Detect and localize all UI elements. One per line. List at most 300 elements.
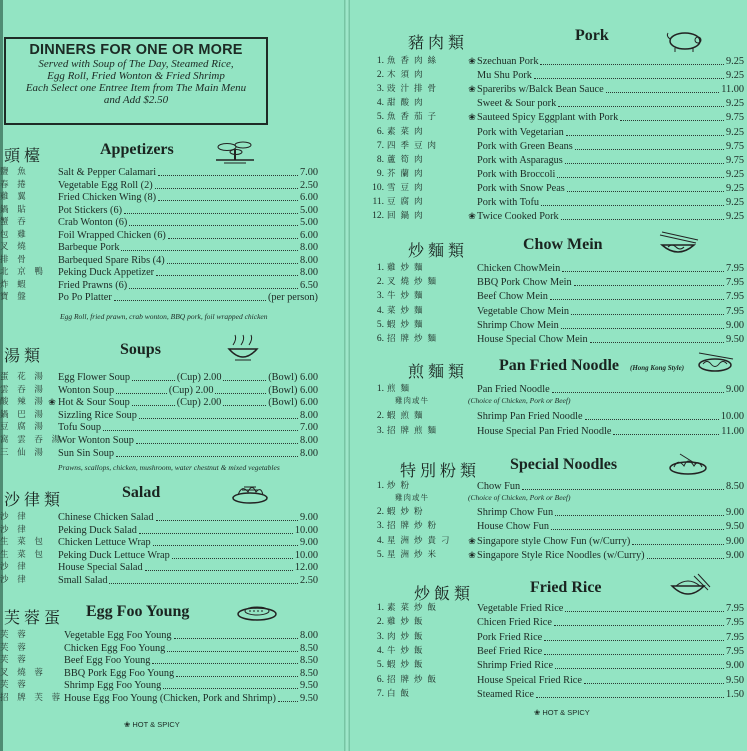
dot-leader [136, 443, 298, 444]
dish-name: House Special Chow Mein [477, 334, 588, 345]
menu-item-row [368, 506, 744, 519]
chinese-dish-name: 星洲炒米 [387, 549, 442, 560]
dish-price: 8.50 [299, 667, 318, 679]
dot-leader [550, 299, 724, 300]
menu-item-row [368, 645, 744, 658]
item-number: 10. [372, 182, 384, 193]
menu-item-row [46, 434, 318, 447]
menu-item-row [368, 549, 744, 562]
chinese-dish-name: 雞炒飯 [387, 617, 428, 628]
soup-bowl-icon [225, 335, 261, 363]
dish-name: Barbequed Spare Ribs (4) [58, 254, 165, 266]
dish-name: Chicken Lettuce Wrap [58, 537, 151, 548]
menu-item-row [368, 535, 744, 548]
dot-leader [647, 558, 724, 559]
dot-leader [109, 583, 297, 584]
chinese-dish-name: 招牌炒粉 [387, 521, 442, 532]
pan-fried-noodle-icon [695, 351, 739, 375]
dot-leader [567, 191, 724, 192]
item-number: 1. [376, 603, 384, 613]
menu-item-row [52, 654, 318, 667]
dot-leader [129, 225, 298, 226]
dish-name: Foil Wrapped Chicken (6) [58, 229, 166, 241]
dish-price: 7.95 [725, 305, 744, 317]
dot-leader [565, 611, 724, 612]
dot-leader [124, 213, 298, 214]
dish-name: BBQ Pork Chow Mein [477, 277, 572, 289]
noodle-plate-icon [666, 450, 710, 478]
chinese-dish-name: 雞 翼 [0, 192, 29, 202]
menu-item-row [52, 679, 318, 692]
chili-pepper-icon: ❀ [534, 708, 541, 717]
menu-item-row [46, 421, 318, 434]
dish-name: Small Salad [58, 574, 108, 586]
bowl-price: (Bowl) 6.00 [268, 384, 318, 396]
appetizers-title: Appetizers [100, 141, 174, 158]
hot-spicy-label: HOT & SPICY [542, 708, 590, 717]
dish-name: BBQ Pork Egg Foo Young [64, 667, 175, 679]
chinese-dish-name: 魚香肉絲 [387, 56, 442, 66]
menu-item-row [46, 524, 318, 537]
dish-price: 11.00 [721, 425, 744, 437]
pork-chinese-title: 豬肉類 [408, 33, 469, 52]
chili-pepper-icon: ❀ [124, 720, 131, 729]
chinese-dish-name: 招 牌 芙 蓉 [0, 693, 64, 703]
chili-pepper-icon: ❀ [468, 549, 476, 560]
menu-item-row [368, 674, 744, 687]
dish-name: Peking Duck Appetizer [58, 267, 155, 278]
item-number: 4. [376, 645, 384, 656]
menu-item-row [46, 396, 318, 409]
dish-name: House Egg Foo Young (Chicken, Pork and Shrimp) [64, 693, 276, 704]
item-number: 1. [376, 384, 384, 394]
dish-price: 7.00 [299, 167, 318, 178]
menu-item-row [368, 196, 744, 209]
menu-item-row [46, 204, 318, 217]
item-number: 2. [376, 277, 384, 288]
dish-price: 8.00 [299, 242, 318, 253]
dot-leader [606, 92, 720, 93]
dinner-title: DINNERS FOR ONE OR MORE [29, 42, 243, 58]
item-number: 6. [376, 334, 384, 344]
dish-name: Beef Egg Foo Young [64, 655, 151, 667]
chinese-dish-name: 包 雞 [0, 229, 29, 240]
chinese-dish-name: 沙 律 [0, 512, 29, 522]
dot-leader [167, 651, 298, 652]
dish-name: Salt & Pepper Calamari [58, 167, 157, 178]
dot-leader [139, 418, 298, 419]
dot-leader [571, 314, 724, 315]
chinese-dish-name: 炒粉 [387, 481, 415, 491]
menu-item-row [52, 692, 318, 705]
dot-leader [158, 200, 298, 201]
chinese-dish-name: 豆腐肉 [387, 197, 428, 207]
menu-item-row [368, 210, 744, 223]
menu-item-row [368, 616, 744, 629]
dish-name: Pork with Tofu [477, 197, 540, 208]
dot-leader [557, 177, 724, 178]
dinner-box [4, 37, 268, 125]
menu-item-row [46, 166, 318, 179]
hot-spicy-legend [534, 708, 590, 717]
item-number: 4. [376, 305, 384, 316]
chinese-dish-name: 窩 雲 吞 湯 [0, 435, 64, 445]
dish-price: 9.25 [725, 56, 744, 67]
dot-leader [536, 697, 724, 698]
sun-sin-soup-note: Prawns, scallops, chicken, mushroom, water chestnut & mixed vegetables [58, 463, 280, 472]
chinese-dish-name: 鍋 巴 湯 [0, 409, 46, 420]
pig-icon [665, 28, 705, 52]
dish-price: 8.00 [299, 630, 318, 641]
dish-price: 9.00 [299, 537, 318, 548]
menu-item-row [368, 425, 744, 438]
item-number: 5. [376, 112, 384, 123]
dish-name: Pork with Broccoli [477, 168, 556, 180]
chinese-dish-name: 雪豆肉 [387, 182, 428, 193]
dot-leader [551, 529, 724, 530]
menu-item-row [52, 667, 318, 680]
dot-leader [129, 288, 298, 289]
item-number: 3. [376, 291, 384, 302]
dish-price: 7.00 [299, 422, 318, 434]
chinese-dish-name: 招牌炒飯 [387, 674, 442, 685]
dot-leader [544, 640, 724, 641]
dish-price: 7.95 [725, 645, 744, 657]
dinner-line: Egg Roll, Fried Wonton & Fried Shrimp [47, 70, 225, 82]
soups-title: Soups [120, 341, 161, 358]
dish-price: 9.25 [725, 168, 744, 180]
menu-item-row [46, 384, 318, 397]
dot-leader [522, 489, 724, 490]
item-number: 5. [376, 319, 384, 330]
chinese-dish-name: 三 仙 湯 [0, 447, 46, 458]
chinese-dish-name: 牛炒飯 [387, 645, 428, 656]
dish-price: 9.00 [725, 384, 744, 395]
chili-pepper-icon: ❀ [468, 56, 476, 66]
dish-name: Chicen Fried Rice [477, 617, 552, 629]
dish-name: Shrimp Chow Mein [477, 319, 559, 331]
menu-item-row [368, 688, 744, 701]
dish-name: Mu Shu Pork [477, 70, 532, 82]
chinese-dish-name: 沙 律 [0, 574, 29, 585]
dot-leader [172, 558, 293, 559]
menu-item-row [368, 140, 744, 153]
menu-item-row [368, 83, 744, 96]
dish-price: 6.50 [299, 279, 318, 291]
dish-price: 9.75 [725, 140, 744, 152]
special-noodles-chinese-title: 特別粉類 [400, 461, 481, 480]
dish-price: 6.00 [299, 192, 318, 203]
dish-name: Spareribs w/Balck Bean Sauce [477, 84, 604, 96]
dot-leader [534, 78, 724, 79]
pan-fried-chinese-title: 煎麵類 [408, 362, 469, 381]
chinese-dish-name: 蛋 花 湯 [0, 372, 46, 382]
dinner-line: Served with Soup of The Day, Steamed Rice, [38, 58, 234, 70]
fried-rice-chinese-title: 炒飯類 [414, 584, 475, 603]
noodle-bowl-chopsticks-icon [656, 231, 700, 257]
dish-name: Chinese Chicken Salad [58, 512, 154, 523]
dish-name: Shrimp Fried Rice [477, 660, 554, 672]
dot-leader [145, 570, 293, 571]
dot-leader [562, 271, 724, 272]
menu-item-row [46, 536, 318, 549]
dish-price: 10.00 [720, 411, 744, 423]
item-number: 3. [376, 521, 384, 532]
menu-item-row [368, 69, 744, 82]
chinese-dish-name: 鍋 貼 [0, 204, 29, 215]
bonsai-tree-icon [212, 138, 258, 164]
dish-name: Tofu Soup [58, 422, 102, 434]
dish-price: 7.95 [725, 631, 744, 643]
menu-item-row [52, 629, 318, 642]
dish-price: 9.50 [725, 521, 744, 533]
dot-leader [552, 392, 724, 393]
dot-leader [121, 250, 297, 251]
menu-item-row [46, 179, 318, 192]
dish-price: 10.00 [294, 524, 318, 536]
dot-leader [544, 654, 724, 655]
dish-price: 9.25 [725, 98, 744, 110]
menu-item-row [368, 168, 744, 181]
chinese-dish-name: 木須肉 [387, 70, 428, 81]
pan-fried-title: Pan Fried Noodle [499, 357, 619, 374]
chinese-dish-name: 鹽 魚 [0, 167, 29, 177]
dish-name: Twice Cooked Pork [477, 211, 559, 223]
dish-name: Beef Chow Mein [477, 291, 548, 303]
menu-item-row [368, 602, 744, 615]
dish-price: 12.00 [294, 562, 318, 573]
item-number: 3. [376, 631, 384, 642]
dish-price: 8.50 [299, 655, 318, 667]
chinese-choice-note: 雞肉或牛 [395, 396, 429, 405]
chinese-dish-name: 排 骨 [0, 254, 29, 265]
cup-price: (Cup) 2.00 [176, 397, 222, 409]
menu-item-row [368, 126, 744, 139]
menu-item-row [368, 520, 744, 533]
dish-name: Pork with Vegetarian [477, 126, 564, 138]
menu-item-row [368, 305, 744, 318]
dish-price: 8.50 [299, 642, 318, 654]
dish-price: 8.00 [299, 409, 318, 421]
dot-leader [156, 520, 298, 521]
chinese-dish-name: 白飯 [387, 688, 415, 699]
menu-item-row [368, 276, 744, 289]
dot-leader [167, 263, 298, 264]
dinner-line: and Add $2.50 [103, 94, 169, 106]
chinese-dish-name: 叉 燒 [0, 242, 29, 252]
dot-leader [555, 515, 724, 516]
dish-name: Wor Wonton Soup [58, 435, 134, 446]
dot-leader [156, 275, 298, 276]
dot-leader [152, 663, 298, 664]
chinese-dish-name: 芙 蓉 [0, 680, 29, 691]
dot-leader [574, 285, 724, 286]
fried-rice-title: Fried Rice [530, 579, 602, 596]
dish-name: Szechuan Pork [477, 56, 539, 67]
dish-name: Pork with Snow Peas [477, 182, 565, 194]
dish-name: Fried Prawns (6) [58, 279, 128, 291]
dot-leader [566, 135, 724, 136]
chinese-dish-name: 素菜炒飯 [387, 603, 442, 613]
dish-name: Pan Fried Noodle [477, 384, 550, 395]
dish-price: 10.00 [294, 549, 318, 561]
dish-name: Crab Wonton (6) [58, 217, 128, 228]
dish-name: Chicken Egg Foo Young [64, 642, 166, 654]
dish-name: Pork Fried Rice [477, 631, 543, 643]
menu-item-row [368, 410, 744, 423]
dish-price: 7.95 [725, 603, 744, 614]
dot-leader [278, 701, 298, 702]
dish-name: Vegetable Fried Rice [477, 603, 564, 614]
chow-mein-chinese-title: 炒麵類 [408, 241, 469, 260]
dish-price: 11.00 [721, 84, 744, 96]
dish-price: 9.25 [725, 70, 744, 82]
dot-leader [223, 405, 266, 406]
egg-foo-young-chinese-title: 芙蓉蛋 [4, 608, 65, 627]
item-number: 2. [376, 507, 384, 518]
bowl-price: (Bowl) 6.00 [268, 397, 319, 409]
dish-name: Shrimp Egg Foo Young [64, 680, 162, 692]
item-number: 2. [376, 70, 384, 81]
dish-price: 2.50 [299, 574, 318, 586]
dish-price: 8.00 [299, 267, 318, 278]
chinese-dish-name: 芙 蓉 [0, 655, 29, 666]
hot-spicy-legend [124, 720, 180, 729]
dish-price: 1.50 [725, 688, 744, 700]
dot-leader [575, 149, 724, 150]
chinese-dish-name: 招牌煎麵 [387, 425, 442, 436]
dish-name: House Speical Fried Rice [477, 674, 582, 686]
chinese-dish-name: 雞炒麵 [387, 263, 428, 273]
pan-fried-subtitle: (Hong Kong Style) [630, 364, 685, 372]
chinese-dish-name: 寶 盤 [0, 292, 29, 302]
menu-item-row [368, 631, 744, 644]
dish-price: 9.00 [299, 512, 318, 523]
chow-mein-title: Chow Mein [523, 236, 603, 253]
dish-name: Hot & Sour Soup [58, 397, 130, 409]
dish-price: 6.00 [299, 229, 318, 241]
chinese-dish-name: 蝦炒粉 [387, 507, 428, 518]
item-number: 3. [376, 84, 384, 95]
dish-name: Fried Chicken Wing (8) [58, 192, 157, 203]
chinese-dish-name: 春 捲 [0, 179, 29, 190]
dish-price: 9.50 [299, 693, 318, 704]
dish-price: 9.00 [725, 549, 744, 561]
right-menu-page [350, 0, 747, 751]
choice-note-row [468, 491, 570, 504]
dot-leader [103, 430, 298, 431]
dot-leader [132, 405, 175, 406]
dish-name: Barbeque Pork [58, 242, 120, 253]
dot-leader [215, 393, 266, 394]
dinner-line: Each Select one Entree Item from The Main Menu [25, 82, 247, 94]
dish-price: 9.25 [725, 197, 744, 208]
dish-name: Pork with Asparagus [477, 154, 563, 166]
dish-name: House Special Pan Fried Noodle [477, 425, 612, 437]
dot-leader [223, 380, 266, 381]
dish-name: Pork with Green Beans [477, 140, 573, 152]
dot-leader [176, 676, 298, 677]
chinese-dish-name: 菜炒麵 [387, 305, 428, 316]
dish-price: 9.00 [725, 319, 744, 331]
dish-price: 7.95 [725, 263, 744, 274]
dot-leader [632, 544, 724, 545]
menu-item-row [46, 279, 318, 292]
chinese-dish-name: 沙 律 [0, 562, 29, 572]
cup-price: (Cup) 2.00 [176, 372, 222, 383]
chili-pepper-icon: ❀ [468, 112, 476, 123]
dot-leader [153, 545, 298, 546]
menu-item-row [368, 182, 744, 195]
dish-name: Vegetable Chow Mein [477, 305, 570, 317]
item-number: 3. [376, 425, 384, 436]
menu-item-row [46, 409, 318, 422]
chinese-dish-name: 四季豆肉 [387, 140, 442, 151]
dish-name: Sweet & Sour pork [477, 98, 557, 110]
chinese-dish-name: 豉汁排骨 [387, 84, 442, 95]
menu-item-row [368, 290, 744, 303]
dish-name: Pot Stickers (6) [58, 204, 123, 216]
dish-price: 7.95 [725, 277, 744, 289]
menu-item-row [368, 262, 744, 275]
menu-item-row [46, 549, 318, 562]
dish-price: 8.00 [299, 254, 318, 266]
dot-leader [155, 188, 298, 189]
chili-pepper-icon: ❀ [468, 211, 476, 222]
rice-bowl-chopsticks-icon [666, 574, 710, 600]
dish-name: Vegetable Egg Foo Young [64, 630, 172, 641]
item-number: 4. [376, 98, 384, 109]
chinese-dish-name: 蝦炒麵 [387, 319, 428, 330]
chinese-dish-name: 蝦炒飯 [387, 660, 428, 671]
dot-leader [168, 238, 298, 239]
chinese-dish-name: 芙 蓉 [0, 630, 29, 640]
dish-price: 8.00 [299, 435, 318, 446]
dish-name: Po Po Platter [58, 292, 112, 303]
dish-price: 7.95 [725, 617, 744, 629]
dish-name: Vegetable Egg Roll (2) [58, 179, 153, 191]
item-number: 4. [376, 535, 384, 546]
dish-price: 9.25 [725, 182, 744, 194]
dot-leader [158, 175, 298, 176]
dot-leader [565, 163, 724, 164]
hot-spicy-label: HOT & SPICY [132, 720, 180, 729]
dish-price: 9.00 [725, 660, 744, 672]
cup-price: (Cup) 2.00 [168, 384, 214, 396]
chili-pepper-icon: ❀ [48, 397, 56, 408]
dot-leader [116, 456, 298, 457]
chinese-dish-name: 蘆筍肉 [387, 154, 428, 165]
dish-price: 9.25 [725, 211, 744, 223]
item-number: 6. [376, 674, 384, 685]
appetizer-platter-note: Egg Roll, fried prawn, crab wonton, BBQ pork, foil wrapped chicken [60, 312, 268, 321]
item-number: 2. [376, 411, 384, 422]
chinese-dish-name: 肉炒飯 [387, 631, 428, 642]
egg-foo-young-title: Egg Foo Young [86, 603, 190, 620]
chinese-dish-name: 炸 蝦 [0, 279, 29, 290]
menu-item-row [46, 191, 318, 204]
dot-leader [585, 419, 719, 420]
soups-chinese-title: 湯類 [4, 346, 45, 365]
choice-note-row [468, 394, 570, 407]
dish-price: 9.00 [725, 535, 744, 547]
chinese-dish-name: 叉燒炒麵 [387, 277, 442, 288]
menu-item-row [46, 447, 318, 460]
dish-price: 8.00 [299, 447, 318, 459]
dish-name: Shrimp Chow Fun [477, 507, 554, 519]
item-number: 7. [376, 688, 384, 699]
salad-chinese-title: 沙律類 [4, 490, 65, 509]
